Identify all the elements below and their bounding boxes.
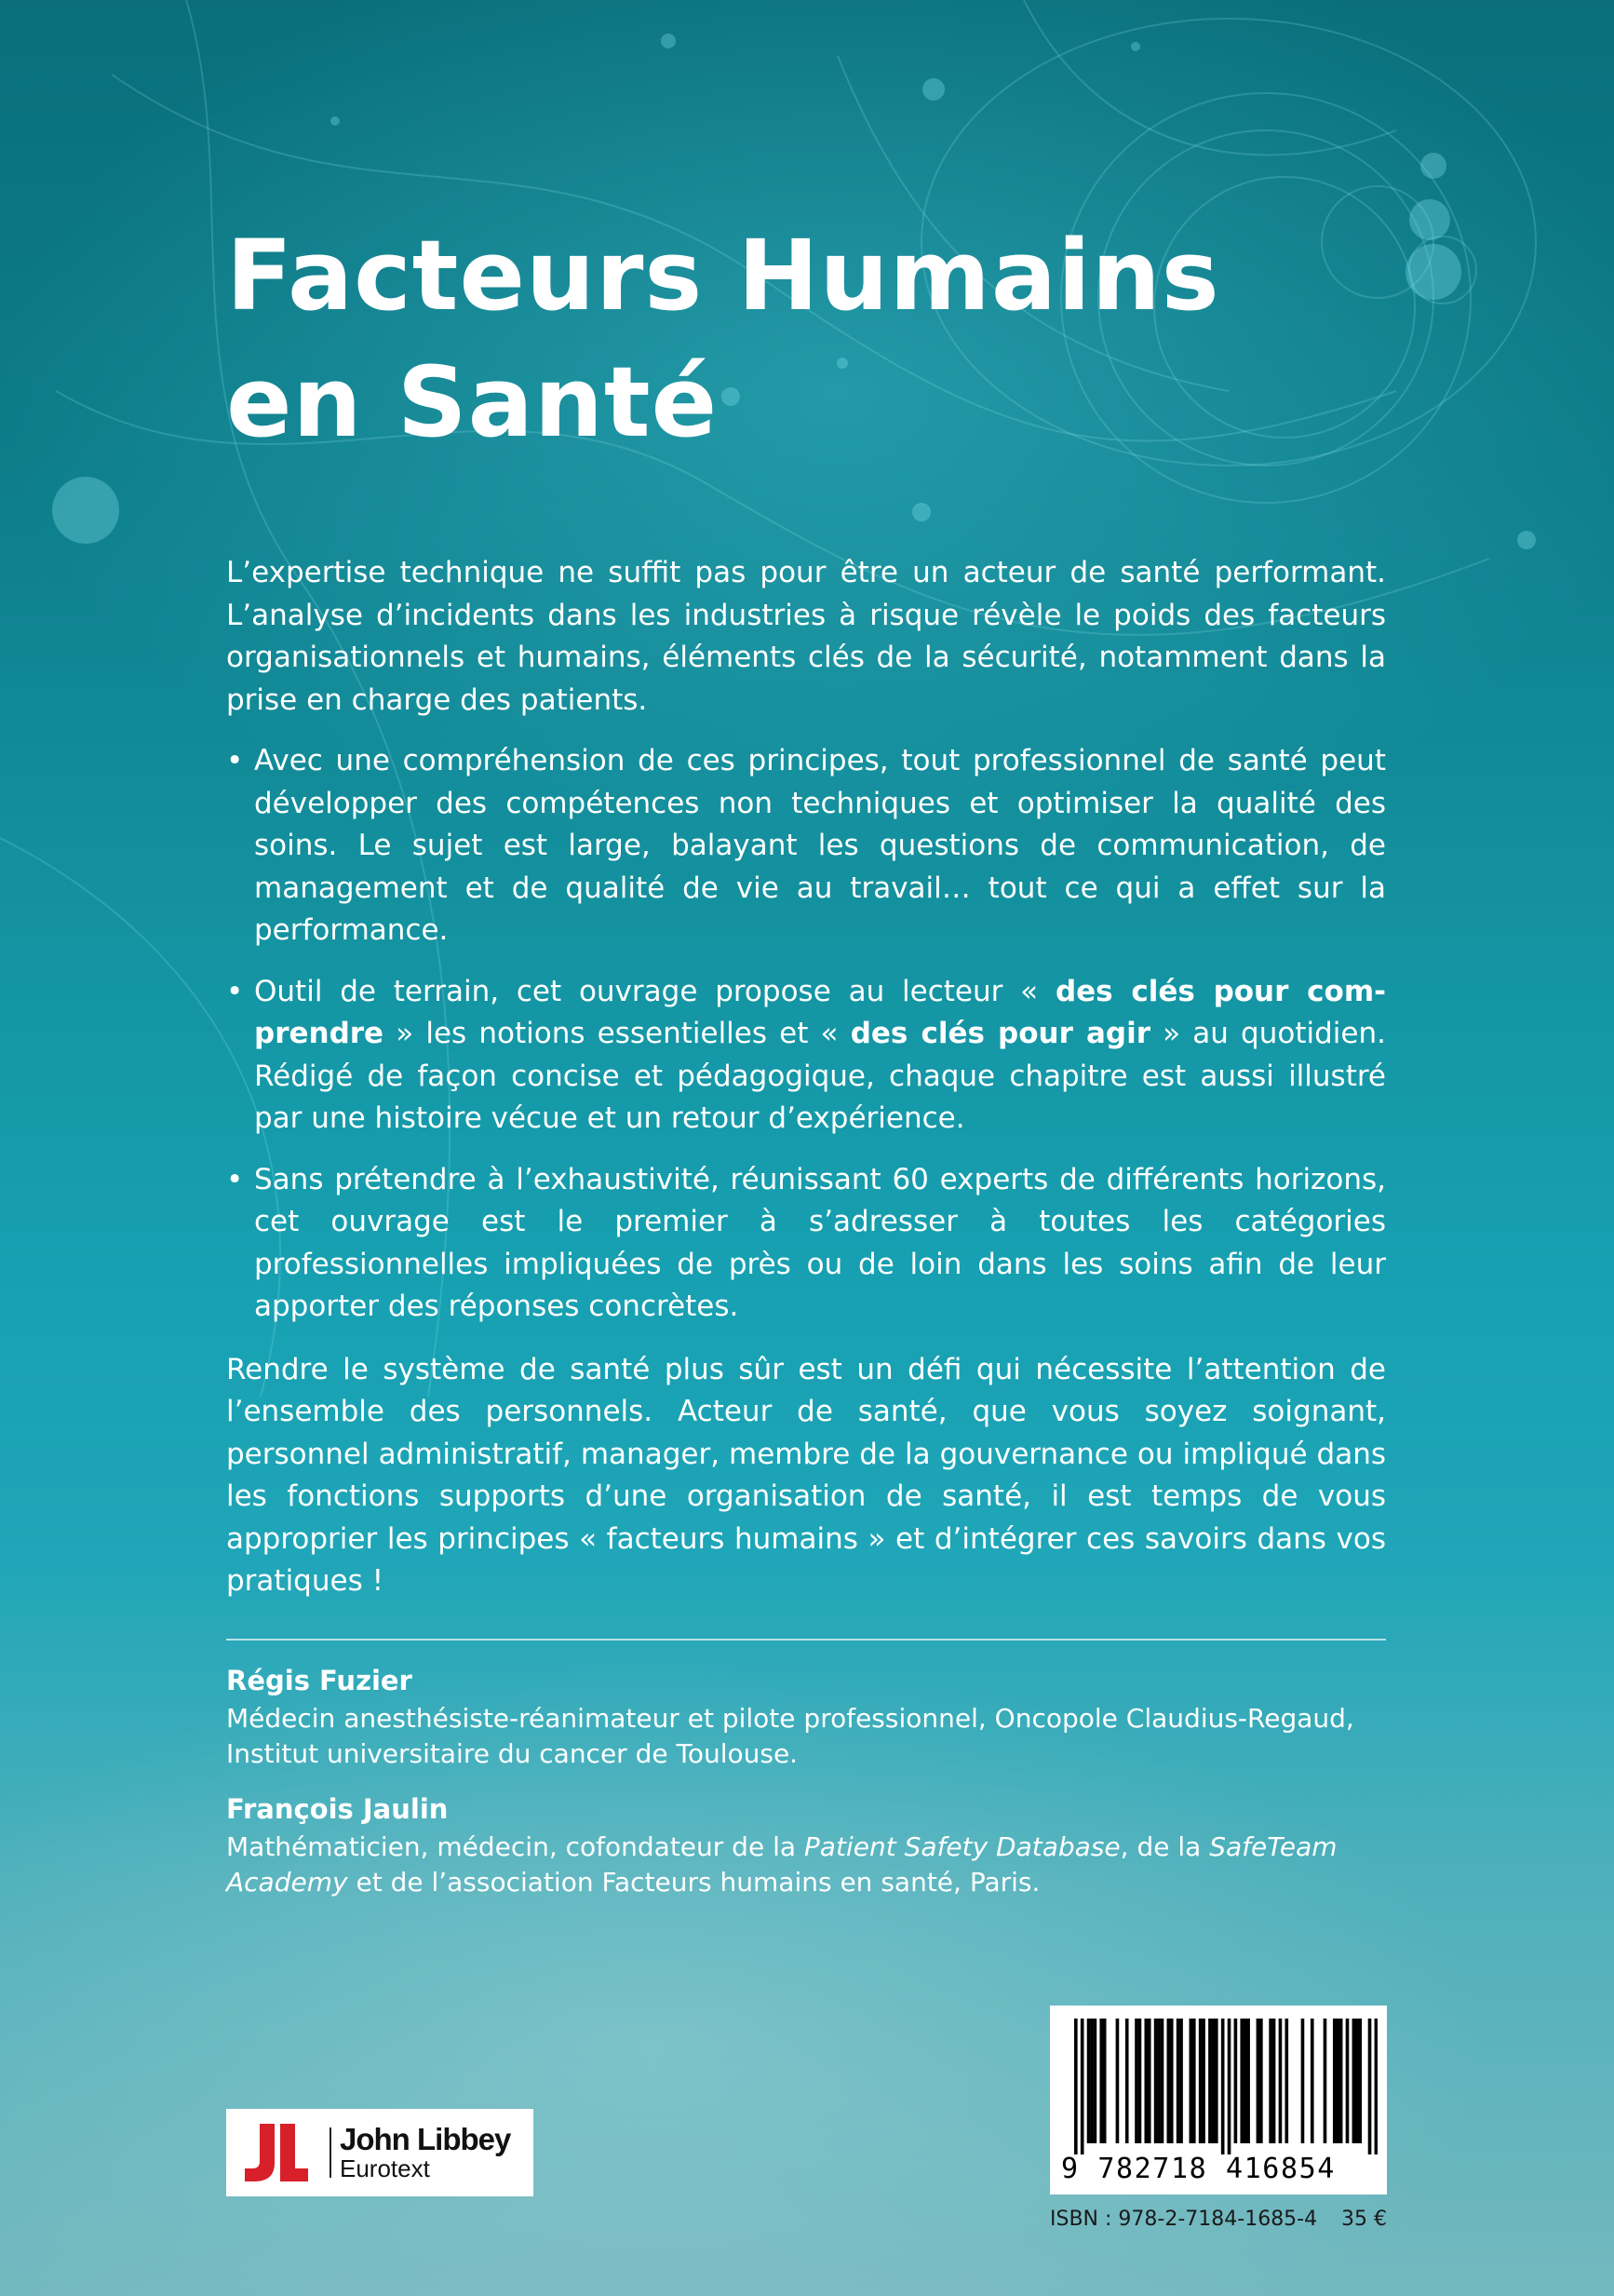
barcode-bar	[1259, 2019, 1263, 2143]
author-bio-italic: Patient Safety Database	[803, 1831, 1121, 1862]
barcode-bar	[1301, 2019, 1305, 2143]
publisher-subname: Eurotext	[340, 2154, 430, 2182]
section-divider	[226, 1639, 1386, 1641]
barcode-bar	[1138, 2019, 1142, 2143]
barcode-bar	[1279, 2019, 1283, 2143]
barcode-bar	[1177, 2019, 1180, 2143]
barcode-bar	[1099, 2019, 1103, 2143]
bullet-item	[226, 1159, 1386, 1329]
intro-paragraph: L’expertise technique ne suffit pas pour être un acteur de santé performant. L’analyse d’incidents dans les industries à risque révèle le poids des facteurs organisationnels et humains, éléments clés de la sécurité, notamment dans la prise en charge des patients.	[226, 556, 1386, 717]
logo-divider	[330, 2127, 331, 2178]
price: 35 €	[1341, 2208, 1387, 2231]
barcode-digits: 9 782718 416854	[1061, 2153, 1336, 2185]
author-block	[226, 1789, 1436, 1900]
book-title	[226, 212, 1436, 466]
bullet-bold-phrase: des clés pour comprendre	[254, 974, 1386, 1050]
blurb	[226, 552, 1386, 1603]
bullet-glyph: •	[226, 744, 244, 777]
author-bio-part: , de la	[1120, 1831, 1210, 1862]
isbn-price-line	[1050, 2207, 1387, 2233]
author-bio-part: Mathématicien, médecin, cofondateur de la	[226, 1831, 804, 1862]
barcode-bar	[1103, 2019, 1107, 2143]
barcode-bar	[1324, 2019, 1327, 2143]
author-name: Régis Fuzier	[226, 1665, 412, 1696]
barcode-bar	[1199, 2019, 1203, 2143]
barcode-bar	[1144, 2019, 1148, 2143]
barcode-bars	[1074, 2019, 1378, 2154]
author-bio-part: et de l’association Facteurs humains en santé, Paris.	[347, 1867, 1041, 1898]
barcode-bar	[1221, 2019, 1225, 2154]
barcode-bar	[1208, 2019, 1212, 2143]
barcode-bar	[1311, 2019, 1314, 2143]
author-bio: Médecin anesthésiste-réanimateur et pilote professionnel, Oncopole Claudius-Regaud, Institut universitaire du cancer de Toulouse.	[226, 1703, 1354, 1769]
barcode-bar	[1148, 2019, 1151, 2143]
bullet-text-part: » au quotidien. Rédigé de façon concise et pédagogique, chaque chapitre est aussi illustré par une histoire vécue et un retour d’expérience.	[254, 1017, 1386, 1135]
barcode-bar	[1081, 2019, 1084, 2154]
barcode-bar	[1090, 2019, 1094, 2143]
barcode-bar	[1269, 2019, 1272, 2143]
barcode-bar	[1154, 2019, 1158, 2143]
book-title-line-1: Facteurs Humains	[226, 219, 1220, 332]
barcode-bar	[1336, 2019, 1339, 2143]
bullet-bold-phrase: des clés pour agir	[850, 1017, 1150, 1050]
barcode-bar	[1272, 2019, 1276, 2143]
barcode-bar	[1074, 2019, 1078, 2154]
author-bio	[226, 1830, 1436, 1900]
barcode-bar	[1202, 2019, 1205, 2143]
barcode-bar	[1157, 2019, 1161, 2143]
barcode-bar	[1352, 2019, 1356, 2143]
barcode-bar	[1116, 2019, 1120, 2143]
bullet-text: Avec une compréhension de ces principes, tout professionnel de santé peut développer des compétences non techniques et optimiser la qualité des soins. Le sujet est large, balayant les questions de communication, de management et de qualité de vie au travail… tout ce qui a effet sur la performance.	[254, 744, 1386, 947]
barcode-bar	[1190, 2019, 1193, 2143]
barcode-bar	[1212, 2019, 1216, 2143]
barcode-bar	[1125, 2019, 1129, 2143]
barcode-bar	[1170, 2019, 1174, 2143]
barcode-bar	[1167, 2019, 1171, 2143]
barcode-bar	[1246, 2019, 1250, 2143]
barcode-bar	[1339, 2019, 1343, 2143]
publisher-name: John Libbey	[340, 2122, 511, 2156]
bullet-item	[226, 740, 1386, 952]
jl-logo-icon	[243, 2122, 308, 2183]
bullet-text: Sans prétendre à l’exhaustivité, réunissant 60 experts de différents horizons, cet ouvrage est le premier à s’adresser à toutes les catégories professionnelles impliquées de près ou de loin dans les soins afin de leur apporter des réponses concrètes.	[254, 1162, 1386, 1323]
barcode-bar	[1215, 2019, 1218, 2143]
bullet-item	[226, 971, 1386, 1141]
bullet-glyph: •	[226, 974, 244, 1008]
barcode-bar	[1094, 2019, 1097, 2143]
bullet-glyph: •	[226, 1162, 244, 1196]
barcode-bar	[1179, 2019, 1183, 2143]
barcode-bar	[1346, 2019, 1350, 2143]
bullet-text-part: Outil de terrain, cet ouvrage propose au lecteur «	[254, 974, 1056, 1008]
barcode-bar	[1368, 2019, 1372, 2154]
barcode-bar	[1161, 2019, 1164, 2143]
barcode-bar	[1355, 2019, 1359, 2143]
author-block	[226, 1660, 1436, 1772]
barcode-bar	[1244, 2019, 1247, 2143]
barcode-bar	[1135, 2019, 1138, 2143]
barcode-bar	[1087, 2019, 1091, 2143]
barcode-bar	[1234, 2019, 1238, 2143]
publisher-logo	[226, 2109, 533, 2196]
author-list	[226, 1660, 1436, 1917]
isbn-number: ISBN : 978-2-7184-1685-4	[1050, 2208, 1318, 2231]
barcode-bar	[1257, 2019, 1260, 2143]
barcode-bar	[1358, 2019, 1362, 2143]
author-bio-italic: SafeTeam Academy	[226, 1831, 1338, 1898]
conclusion-paragraph: Rendre le système de santé plus sûr est un défi qui nécessite l’attention de l’ensemble des personnels. Acteur de santé, que vous soyez soignant, personnel administratif, manager, membre de la gouvernance ou impliqué dans les fonctions supports d’une organisation de santé, il est temps de vous approprier les principes « facteurs humains » et d’intégrer ces savoirs dans vos pratiques !	[226, 1352, 1386, 1598]
barcode-bar	[1228, 2019, 1231, 2154]
bullet-list	[226, 740, 1386, 1329]
bullet-text-part: » les notions essentielles et «	[383, 1017, 851, 1050]
book-title-line-2: en Santé	[226, 345, 719, 459]
author-name: François Jaulin	[226, 1793, 449, 1825]
barcode-bar	[1284, 2019, 1288, 2143]
barcode-bar	[1240, 2019, 1244, 2143]
barcode	[1050, 2006, 1387, 2195]
barcode-bar	[1192, 2019, 1196, 2143]
barcode-bar	[1375, 2019, 1378, 2154]
barcode-bar	[1333, 2019, 1337, 2143]
